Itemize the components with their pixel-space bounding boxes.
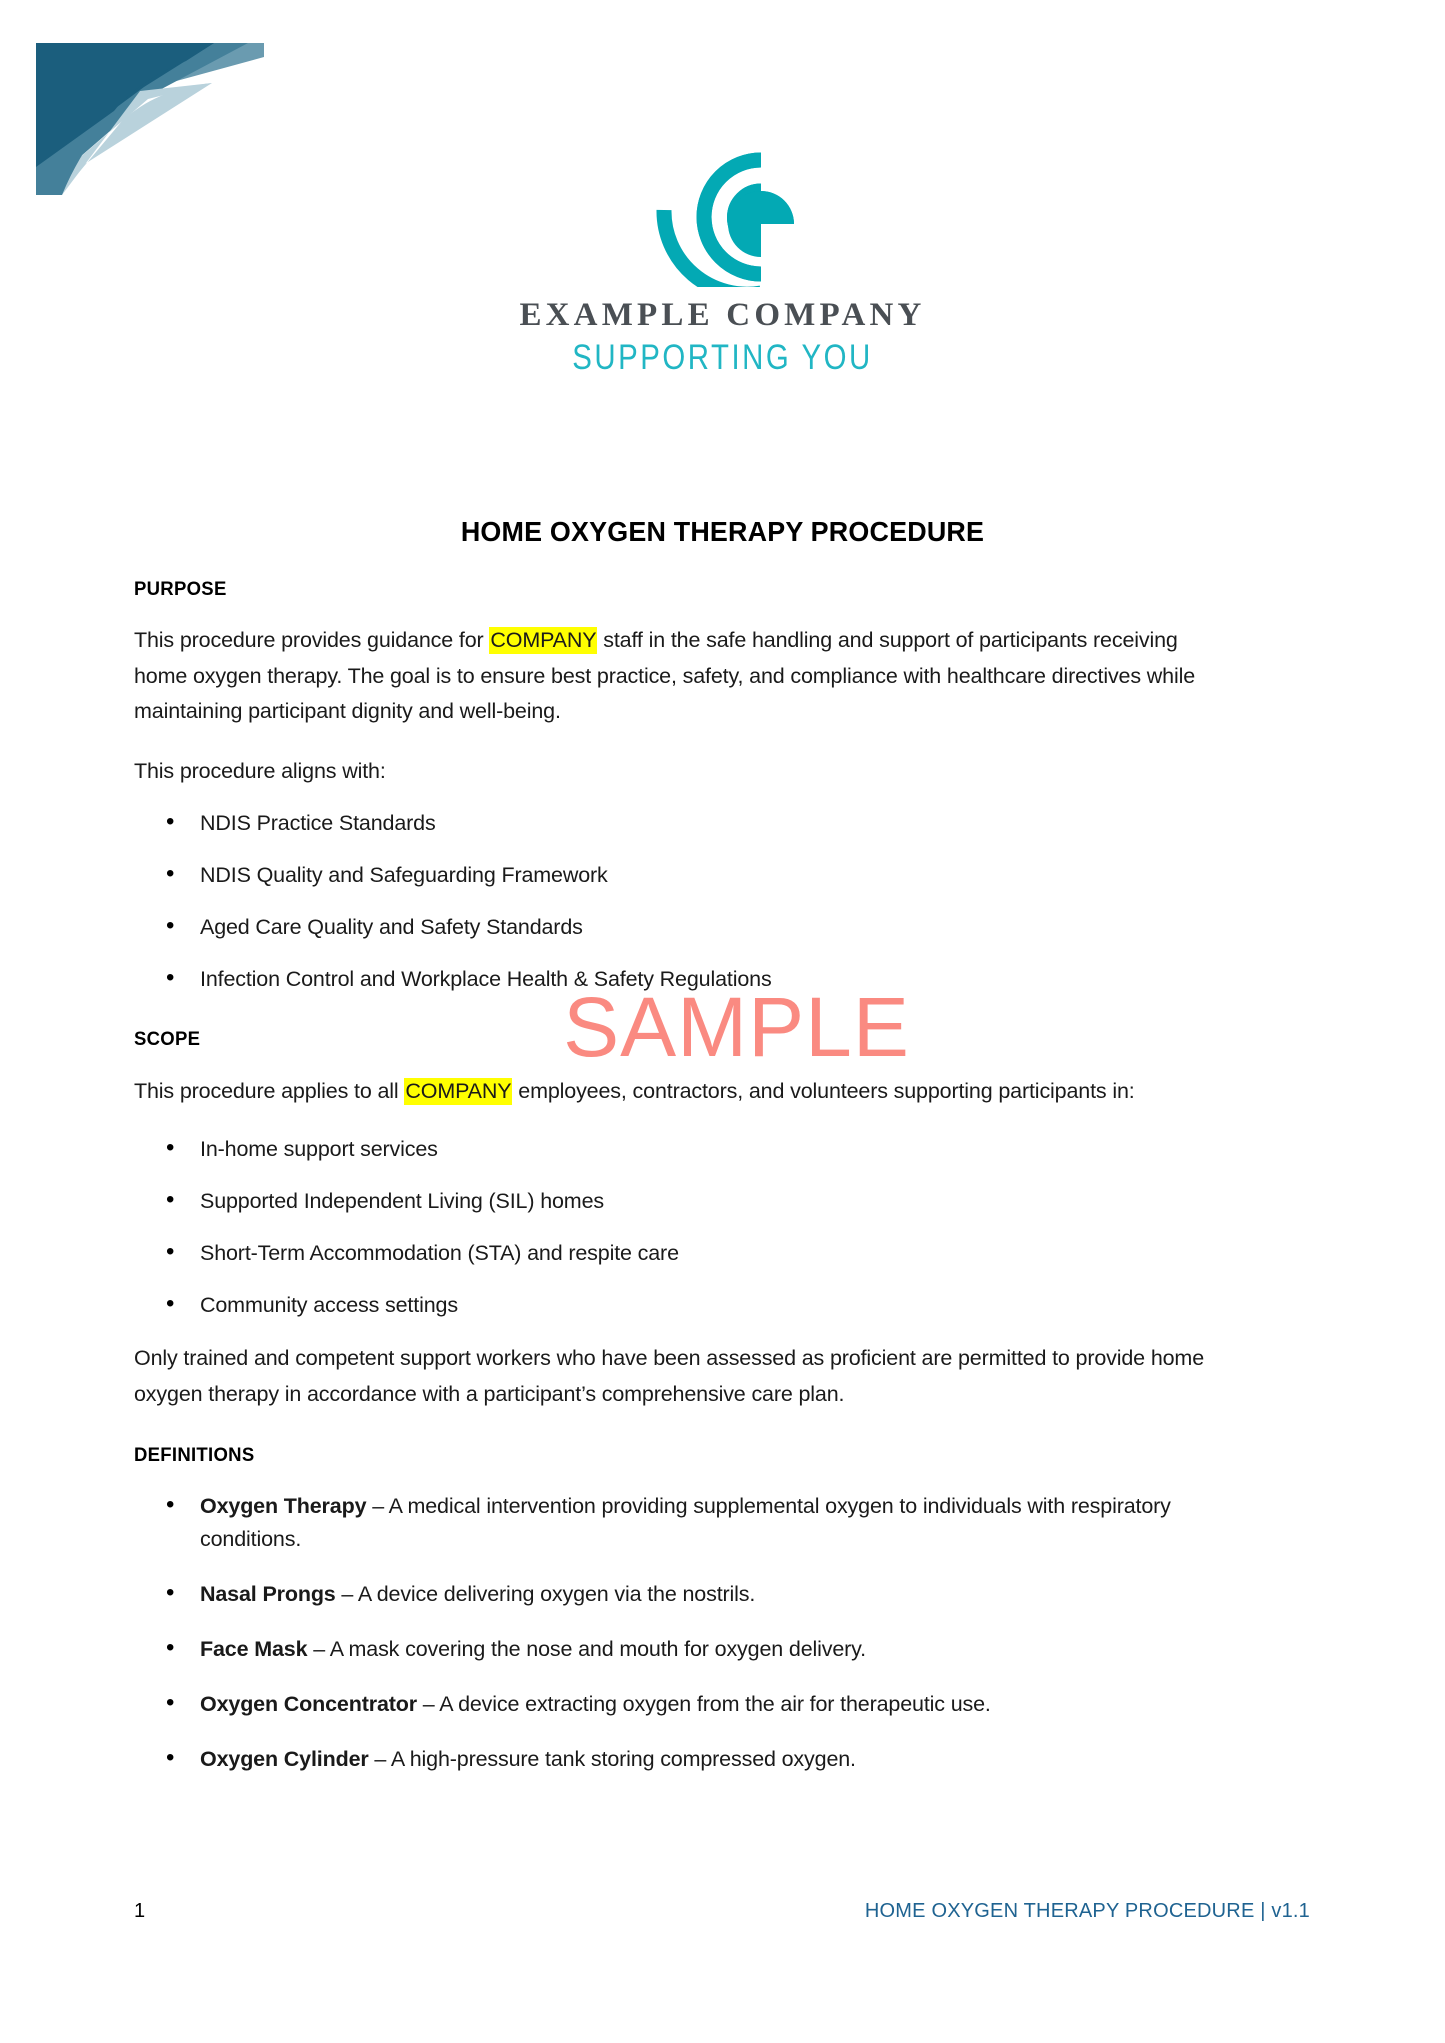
purpose-paragraph <box>134 623 1224 730</box>
list-item <box>134 1743 1224 1776</box>
scope-text-lead: This procedure applies to all <box>134 1078 405 1103</box>
list-item <box>134 1633 1224 1666</box>
company-highlight: COMPANY <box>490 628 597 653</box>
footer-page-number: 1 <box>134 1900 146 1922</box>
definition-term: Nasal Prongs <box>200 1581 336 1606</box>
list-item: • In-home support services <box>134 1133 1224 1166</box>
definition-text: – A high-pressure tank storing compressed oxygen. <box>368 1746 856 1771</box>
list-item <box>134 1688 1224 1721</box>
company-highlight: COMPANY <box>405 1078 512 1103</box>
page-footer <box>134 1900 1310 1923</box>
scope-paragraph <box>134 1074 1224 1110</box>
definitions-list <box>134 1490 1224 1776</box>
definition-text: – A device delivering oxygen via the nostrils. <box>335 1581 756 1606</box>
scope-text-tail: employees, contractors, and volunteers supporting participants in: <box>512 1078 1135 1103</box>
section-heading-definitions: DEFINITIONS <box>134 1444 255 1467</box>
purpose-text-tail: staff in the safe handling and support of participants receiving home oxygen therapy. The goal is to ensure best practice, safety, and compliance with healthcare directives while maintaining participant dignity and well-being. <box>134 628 1196 724</box>
brand-name: EXAMPLE COMPANY <box>519 297 926 333</box>
sample-watermark: SAMPLE <box>563 980 910 1074</box>
definition-term: Oxygen Therapy <box>200 1493 367 1518</box>
definition-term: Face Mask <box>200 1636 308 1661</box>
list-item: • Short-Term Accommodation (STA) and respite care <box>134 1237 1224 1270</box>
concentric-arc-logo-icon <box>648 148 798 287</box>
list-item: • Aged Care Quality and Safety Standards <box>134 911 1224 944</box>
definition-term: Oxygen Concentrator <box>200 1691 417 1716</box>
purpose-alignment-list <box>134 807 1224 996</box>
aligns-intro: This procedure aligns with: <box>134 758 386 783</box>
list-item <box>134 1490 1224 1556</box>
list-item <box>134 1578 1224 1611</box>
list-item: • NDIS Quality and Safeguarding Framework <box>134 859 1224 892</box>
scope-closing-paragraph: Only trained and competent support workers who have been assessed as proficient are permitted to provide home oxygen therapy in accordance with a participant’s comprehensive care plan. <box>134 1346 1204 1406</box>
purpose-text-lead: This procedure provides guidance for <box>134 628 490 653</box>
scope-settings-list <box>134 1133 1224 1322</box>
definition-text: – A device extracting oxygen from the air for therapeutic use. <box>416 1691 991 1716</box>
brand-tagline: SUPPORTING YOU <box>572 338 873 378</box>
document-body <box>134 578 1224 1798</box>
section-heading-purpose: PURPOSE <box>134 578 227 600</box>
definition-text: – A mask covering the nose and mouth for oxygen delivery. <box>307 1636 867 1661</box>
page-title: HOME OXYGEN THERAPY PROCEDURE <box>460 516 985 547</box>
list-item: • Supported Independent Living (SIL) homes <box>134 1185 1224 1218</box>
definition-term: Oxygen Cylinder <box>200 1746 369 1771</box>
list-item: • Community access settings <box>134 1289 1224 1322</box>
list-item: • Infection Control and Workplace Health & Safety Regulations <box>134 963 1224 996</box>
section-heading-scope: SCOPE <box>134 1028 201 1051</box>
definition-text: – A medical intervention providing supplemental oxygen to individuals with respiratory conditions. <box>200 1493 1171 1551</box>
footer-doc-label: HOME OXYGEN THERAPY PROCEDURE | v1.1 <box>864 1900 1310 1922</box>
brand-block <box>0 148 1445 378</box>
list-item: • NDIS Practice Standards <box>134 807 1224 840</box>
